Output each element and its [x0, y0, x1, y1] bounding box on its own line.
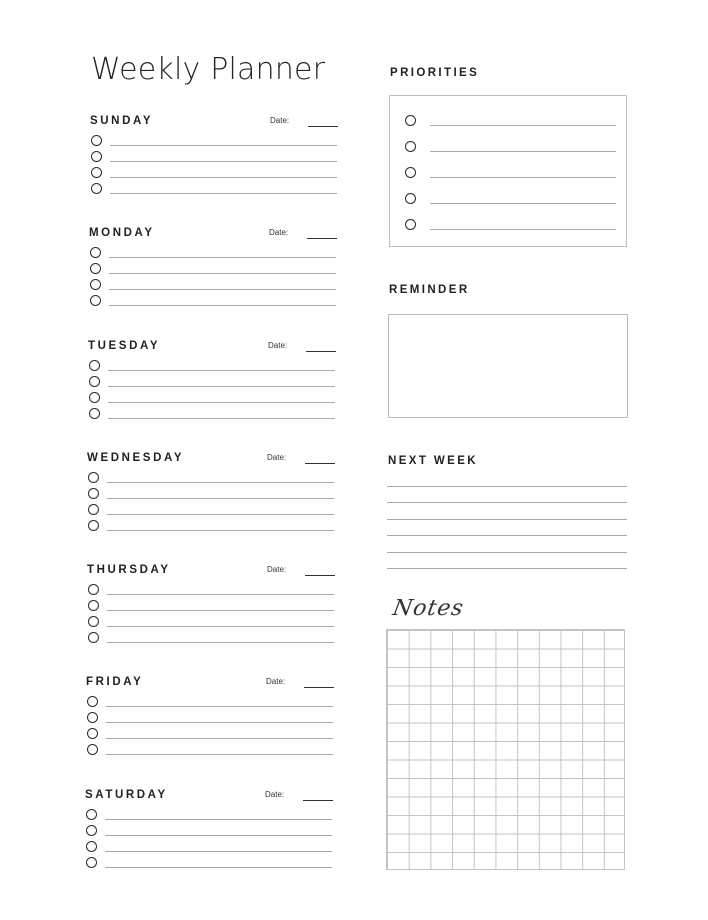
- task-line[interactable]: [109, 273, 336, 274]
- date-field[interactable]: [303, 800, 333, 801]
- checkbox-circle-icon[interactable]: [90, 295, 101, 306]
- day-section-sunday: [90, 115, 340, 205]
- task-item[interactable]: [87, 520, 335, 536]
- task-item[interactable]: [89, 295, 337, 311]
- task-line[interactable]: [105, 867, 332, 868]
- day-name: SATURDAY: [85, 789, 168, 801]
- priority-line[interactable]: [430, 177, 616, 178]
- task-line[interactable]: [105, 835, 332, 836]
- checkbox-circle-icon[interactable]: [91, 151, 102, 162]
- checkbox-circle-icon[interactable]: [90, 247, 101, 258]
- day-section-saturday: [85, 789, 335, 879]
- date-field[interactable]: [307, 238, 337, 239]
- checkbox-circle-icon[interactable]: [87, 744, 98, 755]
- checkbox-circle-icon[interactable]: [86, 809, 97, 820]
- checkbox-circle-icon[interactable]: [405, 115, 416, 126]
- checkbox-circle-icon[interactable]: [91, 183, 102, 194]
- checkbox-circle-icon[interactable]: [405, 167, 416, 178]
- date-label: Date:: [268, 341, 288, 350]
- date-label: Date:: [267, 453, 287, 462]
- checkbox-circle-icon[interactable]: [88, 504, 99, 515]
- task-item[interactable]: [90, 151, 338, 167]
- task-line[interactable]: [108, 386, 335, 387]
- task-item[interactable]: [90, 167, 338, 183]
- task-line[interactable]: [107, 482, 334, 483]
- date-field[interactable]: [306, 351, 336, 352]
- task-item[interactable]: [88, 408, 336, 424]
- task-item[interactable]: [86, 728, 334, 744]
- next-week-heading: NEXT WEEK: [388, 455, 478, 467]
- task-line[interactable]: [110, 193, 337, 194]
- checkbox-circle-icon[interactable]: [88, 520, 99, 531]
- day-name: FRIDAY: [86, 676, 144, 688]
- date-label: Date:: [266, 677, 286, 686]
- checkbox-circle-icon[interactable]: [405, 219, 416, 230]
- checkbox-circle-icon[interactable]: [90, 263, 101, 274]
- task-item[interactable]: [86, 712, 334, 728]
- date-field[interactable]: [305, 463, 335, 464]
- task-line[interactable]: [110, 177, 337, 178]
- priority-item[interactable]: [405, 167, 617, 183]
- day-section-thursday: [87, 564, 337, 654]
- priorities-heading: PRIORITIES: [390, 67, 480, 79]
- task-item[interactable]: [85, 841, 333, 857]
- task-item[interactable]: [87, 488, 335, 504]
- priority-item[interactable]: [405, 193, 617, 209]
- task-line[interactable]: [110, 145, 337, 146]
- task-item[interactable]: [89, 247, 337, 263]
- task-item[interactable]: [88, 392, 336, 408]
- date-label: Date:: [265, 790, 285, 799]
- task-line[interactable]: [109, 305, 336, 306]
- day-section-tuesday: [88, 340, 338, 430]
- day-section-monday: [89, 227, 339, 317]
- checkbox-circle-icon[interactable]: [405, 193, 416, 204]
- task-line[interactable]: [108, 418, 335, 419]
- task-line[interactable]: [107, 594, 334, 595]
- task-line[interactable]: [105, 851, 332, 852]
- day-section-friday: [86, 676, 336, 766]
- task-item[interactable]: [88, 360, 336, 376]
- task-item[interactable]: [87, 504, 335, 520]
- reminder-heading: REMINDER: [389, 284, 470, 296]
- checkbox-circle-icon[interactable]: [91, 167, 102, 178]
- checkbox-circle-icon[interactable]: [87, 712, 98, 723]
- next-week-line[interactable]: [387, 486, 627, 487]
- task-item[interactable]: [85, 809, 333, 825]
- reminder-box[interactable]: [388, 314, 628, 418]
- date-field[interactable]: [304, 687, 334, 688]
- priority-line[interactable]: [430, 203, 616, 204]
- task-line[interactable]: [108, 402, 335, 403]
- checkbox-circle-icon[interactable]: [89, 376, 100, 387]
- task-item[interactable]: [87, 472, 335, 488]
- date-field[interactable]: [308, 126, 338, 127]
- checkbox-circle-icon[interactable]: [90, 279, 101, 290]
- task-line[interactable]: [107, 642, 334, 643]
- task-item[interactable]: [87, 584, 335, 600]
- task-item[interactable]: [86, 744, 334, 760]
- task-item[interactable]: [85, 825, 333, 841]
- task-item[interactable]: [87, 632, 335, 648]
- task-item[interactable]: [90, 183, 338, 199]
- priority-line[interactable]: [430, 125, 616, 126]
- task-item[interactable]: [85, 857, 333, 873]
- task-line[interactable]: [109, 289, 336, 290]
- day-section-wednesday: [87, 452, 337, 542]
- next-week-line[interactable]: [387, 535, 627, 536]
- checkbox-circle-icon[interactable]: [87, 696, 98, 707]
- day-name: SUNDAY: [90, 115, 154, 127]
- task-item[interactable]: [89, 279, 337, 295]
- checkbox-circle-icon[interactable]: [89, 360, 100, 371]
- task-line[interactable]: [108, 370, 335, 371]
- checkbox-circle-icon[interactable]: [91, 135, 102, 146]
- checkbox-circle-icon[interactable]: [86, 857, 97, 868]
- priority-line[interactable]: [430, 229, 616, 230]
- priority-item[interactable]: [405, 219, 617, 235]
- task-line[interactable]: [109, 257, 336, 258]
- page-title: Weekly Planner: [91, 52, 326, 87]
- priority-item[interactable]: [405, 141, 617, 157]
- task-line[interactable]: [107, 530, 334, 531]
- task-line[interactable]: [107, 514, 334, 515]
- date-field[interactable]: [305, 575, 335, 576]
- task-item[interactable]: [88, 376, 336, 392]
- priority-line[interactable]: [430, 151, 616, 152]
- task-line[interactable]: [106, 738, 333, 739]
- checkbox-circle-icon[interactable]: [89, 392, 100, 403]
- checkbox-circle-icon[interactable]: [88, 584, 99, 595]
- notes-grid[interactable]: [386, 629, 625, 870]
- checkbox-circle-icon[interactable]: [88, 600, 99, 611]
- task-line[interactable]: [105, 819, 332, 820]
- date-label: Date:: [269, 228, 289, 237]
- notes-heading: Notes: [390, 596, 466, 621]
- task-line[interactable]: [106, 722, 333, 723]
- checkbox-circle-icon[interactable]: [88, 632, 99, 643]
- day-name: WEDNESDAY: [87, 452, 185, 464]
- task-line[interactable]: [107, 626, 334, 627]
- next-week-line[interactable]: [387, 568, 627, 569]
- checkbox-circle-icon[interactable]: [88, 616, 99, 627]
- day-name: MONDAY: [89, 227, 155, 239]
- next-week-line[interactable]: [387, 552, 627, 553]
- checkbox-circle-icon[interactable]: [88, 488, 99, 499]
- task-item[interactable]: [86, 696, 334, 712]
- date-label: Date:: [270, 116, 290, 125]
- task-item[interactable]: [87, 600, 335, 616]
- next-week-line[interactable]: [387, 519, 627, 520]
- task-line[interactable]: [106, 706, 333, 707]
- priorities-box: [389, 95, 627, 247]
- checkbox-circle-icon[interactable]: [86, 825, 97, 836]
- checkbox-circle-icon[interactable]: [86, 841, 97, 852]
- date-label: Date:: [267, 565, 287, 574]
- day-name: THURSDAY: [87, 564, 171, 576]
- day-name: TUESDAY: [88, 340, 161, 352]
- task-item[interactable]: [90, 135, 338, 151]
- task-line[interactable]: [107, 498, 334, 499]
- task-item[interactable]: [89, 263, 337, 279]
- checkbox-circle-icon[interactable]: [405, 141, 416, 152]
- next-week-line[interactable]: [387, 502, 627, 503]
- checkbox-circle-icon[interactable]: [88, 472, 99, 483]
- task-line[interactable]: [106, 754, 333, 755]
- task-item[interactable]: [87, 616, 335, 632]
- checkbox-circle-icon[interactable]: [89, 408, 100, 419]
- task-line[interactable]: [110, 161, 337, 162]
- priority-item[interactable]: [405, 115, 617, 131]
- checkbox-circle-icon[interactable]: [87, 728, 98, 739]
- task-line[interactable]: [107, 610, 334, 611]
